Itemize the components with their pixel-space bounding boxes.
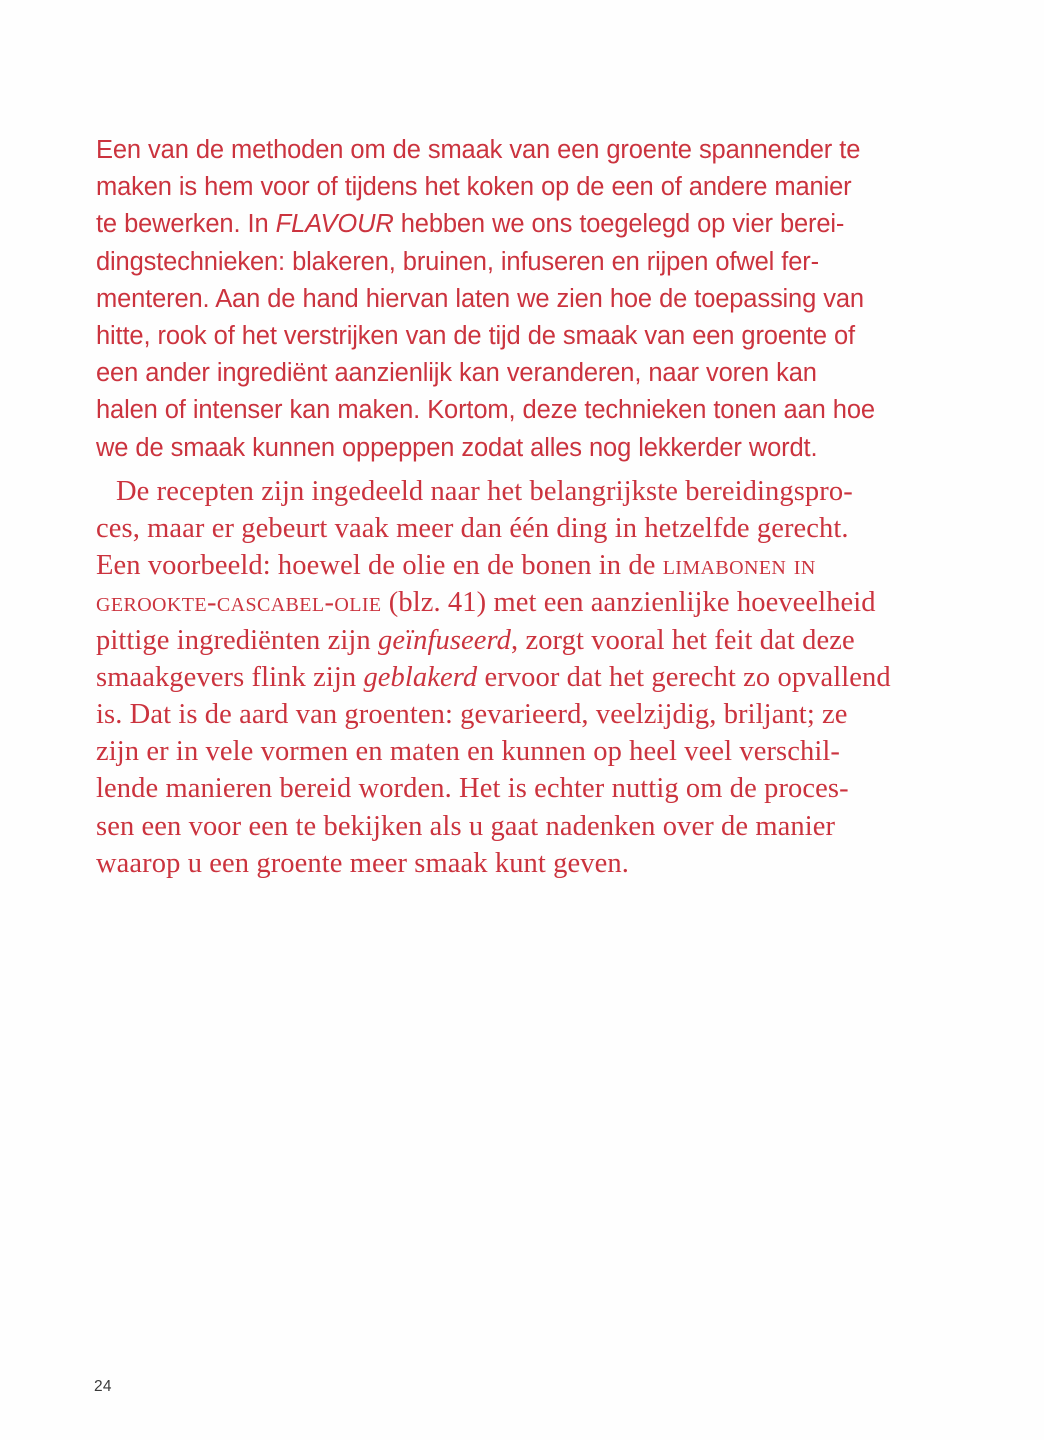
text-run: Een van de methoden om de smaak van een groente spannender te bbox=[96, 136, 861, 164]
main-line bbox=[96, 547, 918, 584]
intro-line bbox=[96, 430, 918, 467]
text-run: lende manieren bereid worden. Het is echter nuttig om de proces- bbox=[96, 773, 849, 805]
text-run: hitte, rook of het verstrijken van de tijd de smaak van een groente of bbox=[96, 322, 855, 351]
main-line bbox=[96, 510, 918, 547]
text-run: (blz. 41) met een aanzienlijke hoeveelheid bbox=[381, 587, 876, 619]
intro-line bbox=[96, 206, 918, 243]
text-run: menteren. Aan de hand hiervan laten we zien hoe de toepassing van bbox=[96, 284, 864, 313]
text-run: zijn er in vele vormen en maten en kunnen op heel veel verschil- bbox=[96, 736, 840, 768]
text-run: De recepten zijn ingedeeld naar het belangrijkste bereidingspro- bbox=[116, 475, 853, 507]
emphasis-run: geblakerd bbox=[363, 661, 478, 693]
text-run: maken is hem voor of tijdens het koken op de een of andere manier bbox=[96, 173, 852, 202]
main-line bbox=[96, 696, 918, 733]
intro-line bbox=[96, 244, 918, 281]
main-line bbox=[96, 622, 918, 659]
intro-line bbox=[96, 392, 918, 429]
main-paragraph bbox=[96, 467, 918, 882]
text-run: smaakgevers flink zijn bbox=[96, 661, 364, 693]
recipe-reference: gerookte-cascabel-olie bbox=[96, 587, 382, 619]
main-line bbox=[96, 808, 918, 845]
page-number: 24 bbox=[94, 1378, 112, 1395]
main-line bbox=[96, 770, 918, 807]
text-run: , zorgt vooral het feit dat deze bbox=[511, 624, 855, 656]
text-run: ces, maar er gebeurt vaak meer dan één ding in hetzelfde gerecht. bbox=[96, 513, 849, 545]
text-run: dingstechnieken: blakeren, bruinen, infuseren en rijpen ofwel fer- bbox=[96, 247, 819, 276]
text-run: Een voorbeeld: hoewel de olie en de bonen in de bbox=[96, 550, 663, 582]
text-run: een ander ingrediënt aanzienlijk kan veranderen, naar voren kan bbox=[96, 359, 817, 388]
text-run: is. Dat is de aard van groenten: gevarieerd, veelzijdig, briljant; ze bbox=[96, 699, 848, 731]
main-line bbox=[96, 473, 918, 510]
emphasis-run: FLAVOUR bbox=[275, 210, 394, 239]
text-run: waarop u een groente meer smaak kunt geven. bbox=[96, 847, 629, 879]
intro-line bbox=[96, 281, 918, 318]
intro-line bbox=[96, 318, 918, 355]
main-line bbox=[96, 584, 918, 621]
text-run: halen of intenser kan maken. Kortom, deze technieken tonen aan hoe bbox=[96, 396, 875, 425]
intro-line bbox=[96, 355, 918, 392]
text-run: hebben we ons toegelegd op vier berei- bbox=[393, 210, 845, 239]
emphasis-run: geïnfuseerd bbox=[377, 624, 511, 656]
text-run: te bewerken. In bbox=[96, 210, 276, 239]
main-line bbox=[96, 733, 918, 770]
intro-paragraph bbox=[96, 132, 918, 467]
text-run: pittige ingrediënten zijn bbox=[96, 624, 378, 656]
recipe-reference: limabonen in bbox=[662, 550, 816, 582]
main-line bbox=[96, 659, 918, 696]
main-line bbox=[96, 845, 918, 882]
intro-line bbox=[96, 132, 918, 169]
text-run: we de smaak kunnen oppeppen zodat alles nog lekkerder wordt. bbox=[96, 433, 818, 462]
text-run: ervoor dat het gerecht zo opvallend bbox=[477, 661, 891, 693]
text-run: sen een voor een te bekijken als u gaat nadenken over de manier bbox=[96, 810, 836, 842]
intro-line bbox=[96, 169, 918, 206]
text-column bbox=[96, 132, 918, 882]
